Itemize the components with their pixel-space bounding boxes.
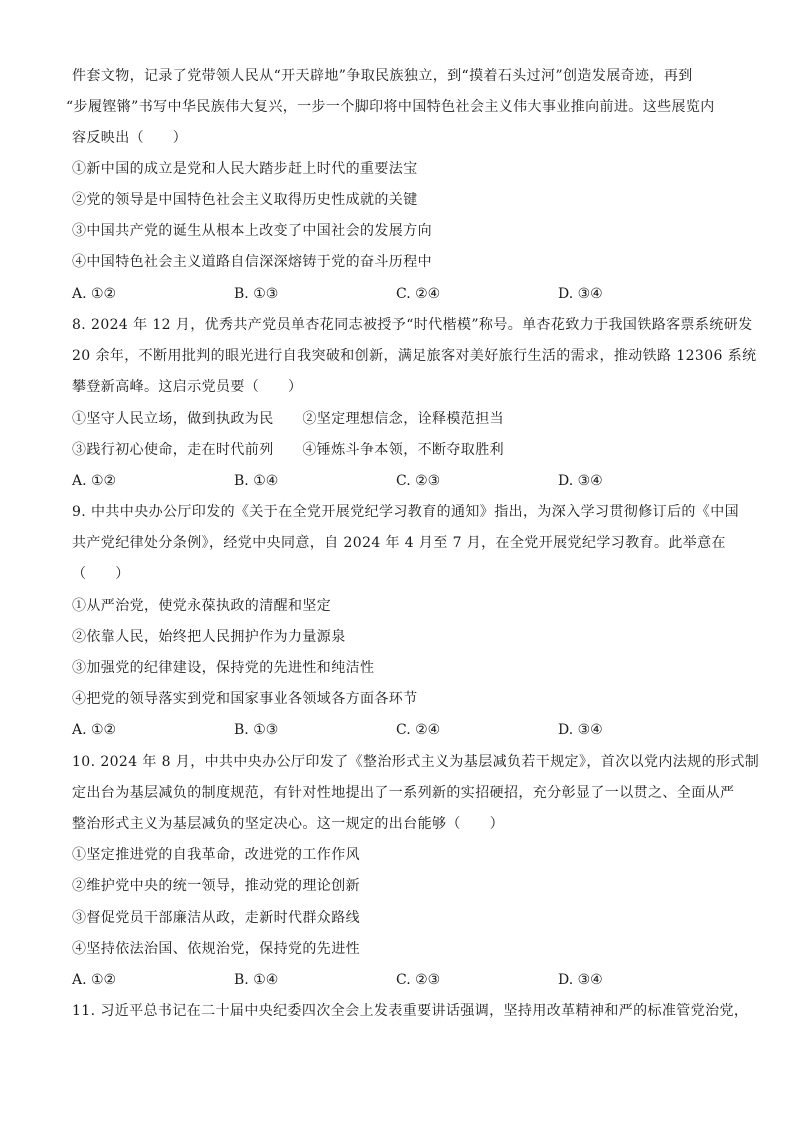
q8-option-c: C. ②③ xyxy=(396,473,441,489)
q10-option-c: C. ②③ xyxy=(396,972,441,988)
q10-item-2: ②维护党中央的统一领导，推动党的理论创新 xyxy=(72,878,360,894)
q9-item-1: ①从严治党，使党永葆执政的清醒和坚定 xyxy=(72,598,332,614)
q10-option-d: D. ③④ xyxy=(558,972,603,988)
q7-option-a: A. ①② xyxy=(72,286,117,302)
q7-option-b: B. ①③ xyxy=(234,286,279,302)
q9-option-a: A. ①② xyxy=(72,722,117,738)
q9-item-4: ④把党的领导落实到党和国家事业各领域各方面各环节 xyxy=(72,691,418,707)
q8-option-b: B. ①④ xyxy=(234,473,279,489)
q10-option-b: B. ①④ xyxy=(234,972,279,988)
q8-stem-line-1: 8. 2024 年 12 月，优秀共产党员单杏花同志被授予“时代楷模”称号。单杏花致力于我国铁路客票系统研发 xyxy=(72,317,753,333)
q10-option-a: A. ①② xyxy=(72,972,117,988)
q7-item-2: ②党的领导是中国特色社会主义取得历史性成就的关键 xyxy=(72,192,418,208)
q9-option-b: B. ①③ xyxy=(234,722,279,738)
q10-item-3: ③督促党员干部廉洁从政，走新时代群众路线 xyxy=(72,910,360,926)
q9-item-2: ②依靠人民，始终把人民拥护作为力量源泉 xyxy=(72,629,346,645)
q7-item-3: ③中国共产党的诞生从根本上改变了中国社会的发展方向 xyxy=(72,223,432,239)
q7-item-4: ④中国特色社会主义道路自信深深熔铸于党的奋斗历程中 xyxy=(72,254,432,270)
q7-stem-line-3: 容反映出（ ） xyxy=(72,130,188,146)
q10-item-1: ①坚定推进党的自我革命，改进党的工作作风 xyxy=(72,847,360,863)
q7-options xyxy=(72,284,632,304)
q7-stem-line-2: “步履铿锵”书写中华民族伟大复兴，一步一个脚印将中国特色社会主义伟大事业推向前进。这些展览内 xyxy=(66,99,715,115)
q8-stem-line-3: 攀登新高峰。这启示党员要（ ） xyxy=(72,379,303,395)
q7-item-1: ①新中国的成立是党和人民大踏步赶上时代的重要法宝 xyxy=(72,161,418,177)
q10-item-4: ④坚持依法治国、依规治党，保持党的先进性 xyxy=(72,941,360,957)
q8-stem-line-2: 20 余年，不断用批判的眼光进行自我突破和创新，满足旅客对美好旅行生活的需求，推动铁路 12306 系统 xyxy=(72,348,757,364)
q9-option-c: C. ②④ xyxy=(396,722,441,738)
q9-stem-line-1: 9. 中共中央办公厅印发的《关于在全党开展党纪学习教育的通知》指出，为深入学习贯彻修订后的《中国 xyxy=(72,504,740,520)
q9-stem-line-2: 共产党纪律处分条例》，经党中央同意，自 2024 年 4 月至 7 月，在全党开展党纪学习教育。此举意在 xyxy=(72,535,726,551)
q10-options xyxy=(72,970,632,990)
q8-options xyxy=(72,471,632,491)
q7-option-c: C. ②④ xyxy=(396,286,441,302)
q10-stem-line-2: 定出台为基层减负的制度规范，有针对性地提出了一系列新的实招硬招，充分彰显了一以贯之、全面从严 xyxy=(72,785,735,801)
q8-option-a: A. ①② xyxy=(72,473,117,489)
q9-options xyxy=(72,720,632,740)
q8-item-row-2: ③践行初心使命，走在时代前列 ④锤炼斗争本领，不断夺取胜利 xyxy=(72,442,504,458)
q8-item-row-1: ①坚守人民立场，做到执政为民 ②坚定理想信念，诠释模范担当 xyxy=(72,411,504,427)
q10-stem-line-3: 整治形式主义为基层减负的坚定决心。这一规定的出台能够（ ） xyxy=(72,816,504,832)
q10-stem-line-1: 10. 2024 年 8 月，中共中央办公厅印发了《整治形式主义为基层减负若干规定》，首次以党内法规的形式制 xyxy=(72,754,760,770)
q9-item-3: ③加强党的纪律建设，保持党的先进性和纯洁性 xyxy=(72,660,375,676)
q7-stem-line-1: 件套文物，记录了党带领人民从“开天辟地”争取民族独立，到“摸着石头过河”创造发展奇迹，再到 xyxy=(72,68,693,84)
q9-option-d: D. ③④ xyxy=(558,722,603,738)
q9-stem-line-3: （ ） xyxy=(72,566,130,582)
q8-option-d: D. ③④ xyxy=(558,473,603,489)
q7-option-d: D. ③④ xyxy=(558,286,603,302)
q11-stem-line-1: 11. 习近平总书记在二十届中央纪委四次全会上发表重要讲话强调，坚持用改革精神和严的标准管党治党， xyxy=(72,1003,749,1019)
